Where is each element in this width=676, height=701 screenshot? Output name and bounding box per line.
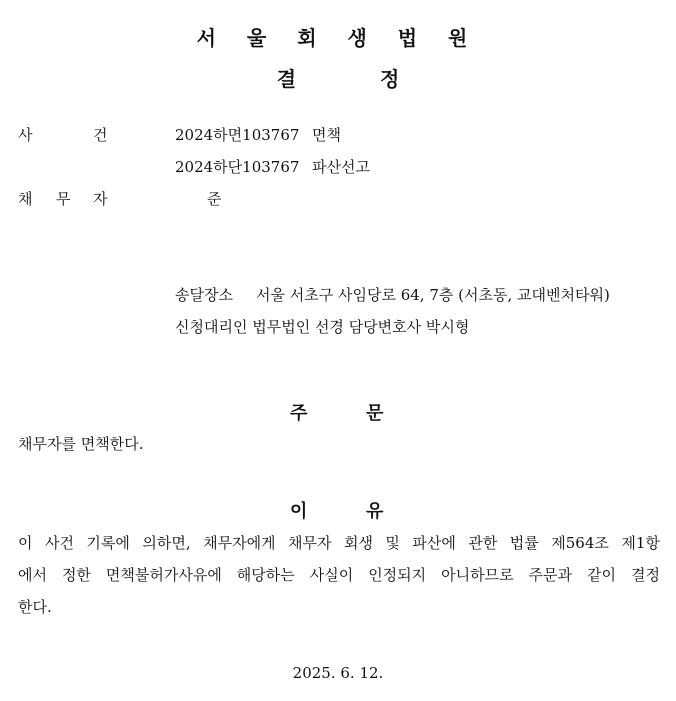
reason-word: 결정 bbox=[630, 566, 660, 584]
service-address-value: 서울 서초구 사임당로 64, 7층 (서초동, 교대벤처타워) bbox=[256, 286, 610, 304]
reason-heading-char-2: 유 bbox=[366, 501, 384, 522]
reason-word: 관한 bbox=[468, 534, 498, 552]
reason-word: 채무자 bbox=[288, 534, 332, 552]
court-name: 서 울 회 생 법 원 bbox=[196, 26, 480, 50]
case-name-1: 면책 bbox=[312, 126, 341, 144]
reason-word: 기록에 bbox=[86, 534, 130, 552]
debtor-name: 준 bbox=[207, 190, 222, 208]
reason-paragraph-line-1 bbox=[18, 528, 660, 559]
reason-word: 해당하는 bbox=[236, 566, 295, 584]
document-title bbox=[0, 63, 676, 92]
service-address-label: 송달장소 bbox=[175, 286, 233, 304]
decision-date: 2025. 6. 12. bbox=[292, 664, 384, 682]
reason-word: 인정되지 bbox=[368, 566, 427, 584]
reason-word: 회생 bbox=[343, 534, 373, 552]
case-number-2: 2024하단103767 bbox=[175, 158, 300, 176]
reason-word: 사건 bbox=[44, 534, 74, 552]
reason-word: 이 bbox=[18, 534, 33, 552]
reason-word: 파산에 bbox=[412, 534, 456, 552]
order-text: 채무자를 면책한다. bbox=[18, 435, 144, 453]
reason-word: 및 bbox=[385, 534, 400, 552]
case-label-char-1: 사 bbox=[18, 126, 33, 144]
reason-word: 제564조 bbox=[551, 534, 609, 552]
reason-word: 에서 bbox=[18, 566, 47, 584]
document-title-char-1: 결 bbox=[276, 67, 297, 91]
applicant-agent: 신청대리인 법무법인 선경 담당변호사 박시형 bbox=[175, 318, 470, 336]
case-number-1: 2024하면103767 bbox=[175, 126, 300, 144]
case-label-char-2: 건 bbox=[93, 126, 108, 144]
reason-paragraph-line-3 bbox=[18, 592, 52, 623]
debtor-label-char-2: 무 bbox=[56, 190, 71, 208]
reason-word: 의하면, bbox=[142, 534, 191, 552]
reason-heading-char-1: 이 bbox=[290, 501, 308, 522]
debtor-label-char-3: 자 bbox=[93, 190, 108, 208]
case-name-2: 파산선고 bbox=[312, 158, 370, 176]
reason-word: 제1항 bbox=[621, 534, 660, 552]
reason-word: 아니하므로 bbox=[441, 566, 514, 584]
reason-word: 주문과 bbox=[528, 566, 573, 584]
reason-paragraph-line-2 bbox=[18, 560, 660, 591]
reason-word: 사실이 bbox=[309, 566, 354, 584]
reason-word: 정한 bbox=[61, 566, 91, 584]
order-heading-char-2: 문 bbox=[366, 403, 384, 424]
order-heading-char-1: 주 bbox=[290, 403, 308, 424]
reason-word: 한다. bbox=[18, 598, 52, 616]
reason-word: 면책불허가사유에 bbox=[105, 566, 222, 584]
document-title-char-2: 정 bbox=[379, 67, 400, 91]
reason-word: 법률 bbox=[509, 534, 539, 552]
reason-word: 채무자에게 bbox=[203, 534, 276, 552]
debtor-label-char-1: 채 bbox=[18, 190, 33, 208]
reason-word: 같이 bbox=[587, 566, 616, 584]
